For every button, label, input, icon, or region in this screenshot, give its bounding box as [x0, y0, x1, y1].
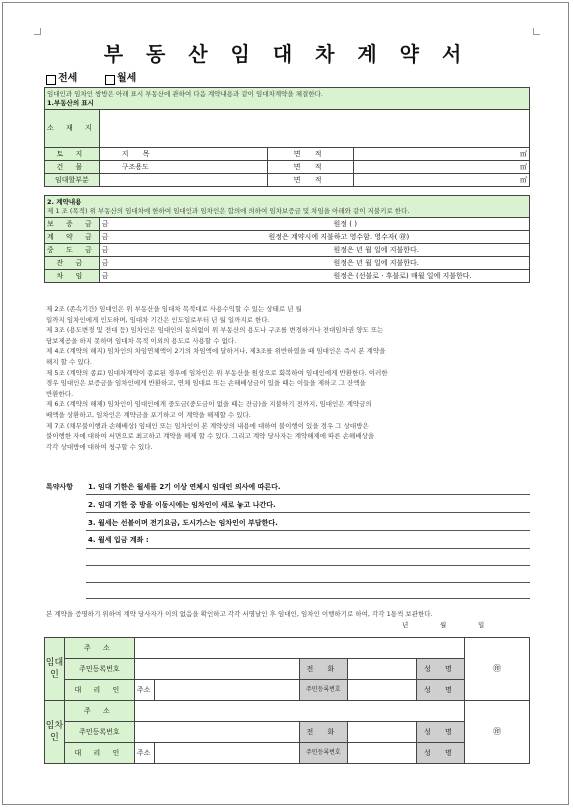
lessee-phone-input[interactable] [347, 722, 417, 743]
special-line[interactable] [86, 582, 530, 583]
clause-line: 제 3조 (용도변경 및 전대 등) 임차인은 임대인의 동의없이 위 부동산의 용도나 구조를 변경하거나 전대임차권 양도 또는 [46, 326, 384, 335]
section2-header [45, 196, 530, 218]
land-jimok-text: 지 목 [121, 149, 156, 158]
date-year: 년 [402, 621, 409, 629]
intro-cell [45, 88, 530, 110]
lease-part-input[interactable] [99, 174, 268, 187]
lessor-address-label: 주 소 [64, 638, 134, 659]
lessee-id-label: 주민등록번호 [64, 722, 134, 743]
lessor-seal[interactable]: ㊞ [465, 638, 530, 701]
contract-money-input[interactable] [99, 231, 529, 244]
lease-area-label: 면 적 [268, 174, 353, 187]
building-area-unit[interactable]: ㎡ [353, 161, 529, 174]
rent-label: 차 임 [45, 270, 100, 283]
lessor-label: 임대인 [45, 638, 65, 701]
clause-line: 제 5조 (계약의 종료) 임대차계약이 종료된 경우에 임차인은 위 부동산을 원상으로 회복하여 임대인에게 반환한다. 이러한 [46, 368, 388, 377]
lessee-id-input[interactable] [134, 722, 299, 743]
clause-line: 제 6조 (계약의 해제) 임차인이 임대인에게 중도금(중도금이 없을 때는 잔금)을 지불하기 전까지, 임대인은 계약금의 [46, 400, 372, 409]
interim-input[interactable] [99, 244, 529, 257]
property-table [44, 87, 530, 187]
balance-text: 원정은 년 월 일에 지불한다. [333, 258, 420, 267]
special-line [86, 512, 530, 513]
clause-line: 각각 상대방에 대하여 청구할 수 있다. [46, 442, 153, 451]
clause-line: 제 7조 (채무불이행과 손해배상) 임대인 또는 임차인이 본 계약상의 내용에 대하여 불이행이 있을 경우 그 상대방은 [46, 421, 369, 430]
lessee-agent-name-label: 성 명 [417, 743, 465, 764]
special-terms-label: 특약사항 [46, 483, 74, 491]
lease-part-label: 임대할부분 [45, 174, 100, 187]
contract-money-label: 계 약 금 [45, 231, 100, 244]
contract-money-text: 원정은 계약시에 지불하고 영수함. 영수자( ㊞) [268, 232, 410, 241]
clause-line: 반환한다. [46, 389, 74, 398]
closing-text: 본 계약을 증명하기 위하여 계약 당사자가 이의 없음을 확인하고 각각 서명날인 후 임대인, 임차인 이행하기로 하여, 각각 1통씩 보관한다. [46, 610, 433, 618]
wolse-checkbox[interactable] [105, 75, 115, 85]
clause-line: 담보제공을 하지 못하며 임대차 목적 이외의 용도로 사용할 수 없다. [46, 336, 237, 345]
lessor-agent-id-label: 주민등록번호 [299, 680, 347, 701]
special-item: 4. 월세 입금 계좌 : [88, 536, 149, 544]
land-jimok[interactable] [99, 148, 268, 161]
lessor-agent-addr-input[interactable] [154, 680, 299, 701]
special-line [86, 494, 530, 495]
clause-line: 해지 할 수 있다. [46, 357, 92, 366]
lessee-phone-label: 전 화 [299, 722, 347, 743]
balance-label: 잔 금 [45, 257, 100, 270]
lessor-agent-name-label: 성 명 [417, 680, 465, 701]
crop-mark-top-left [34, 28, 41, 35]
section2-title: 2. 계약내용 [47, 198, 82, 206]
building-struct[interactable] [99, 161, 268, 174]
lessee-address-input[interactable] [134, 701, 464, 722]
special-line[interactable] [86, 598, 530, 599]
lessor-agent-addr-label: 주소 [134, 680, 154, 701]
lessee-name-label: 성 명 [417, 722, 465, 743]
special-line[interactable] [86, 565, 530, 566]
special-item: 3. 월세는 선불이며 전기요금, 도시가스는 임차인이 부담한다. [88, 519, 278, 527]
date-day: 일 [478, 621, 485, 629]
crop-mark-top-right [533, 28, 540, 35]
deposit-input[interactable] [99, 218, 529, 231]
wolse-label: 월세 [117, 73, 137, 84]
lessor-phone-input[interactable] [347, 659, 417, 680]
lessee-agent-addr-label: 주소 [134, 743, 154, 764]
land-area-label: 면 적 [268, 148, 353, 161]
lessee-agent-id-label: 주민등록번호 [299, 743, 347, 764]
section2-desc: 제 1 조 (목적) 위 부동산의 임대차에 한하여 임대인과 임차인은 합의에 의하여 임차보증금 및 차임을 아래와 같이 지불키로 한다. [47, 207, 410, 215]
parties-table [44, 637, 530, 764]
lessee-agent-label: 대 리 인 [64, 743, 134, 764]
balance-input[interactable] [99, 257, 529, 270]
clause-line: 제 4조 (계약의 해지) 임차인의 차임연체액이 2기의 차임액에 달하거나, 제3조를 위반하였을 때 임대인은 즉시 본 계약을 [46, 347, 386, 356]
special-line [86, 530, 530, 531]
building-struct-text: 구조용도 [121, 162, 149, 171]
clause-line: 제 2조 (존속기간) 임대인은 위 부동산을 임대차 목적대로 사용수익할 수 있는 상태로 년 월 [46, 305, 302, 313]
lessee-agent-addr-input[interactable] [154, 743, 299, 764]
intro-text: 임대인과 임차인 쌍방은 아래 표시 부동산에 관하여 다음 계약내용과 같이 임대차계약을 체결한다. [47, 90, 323, 98]
contract-money-prefix: 금 [101, 232, 109, 241]
deposit-prefix: 금 [101, 219, 109, 228]
land-label: 토 지 [45, 148, 100, 161]
document-title: 부 동 산 임 대 차 계 약 서 [103, 42, 470, 66]
lessor-id-input[interactable] [134, 659, 299, 680]
contract-table [44, 195, 530, 283]
date-month: 월 [440, 621, 447, 629]
clause-line: 불이행한 자에 대하여 서면으로 최고하고 계약을 해제 할 수 있다. 그리고 계약 당사자는 계약해제에 따른 손해배상을 [46, 432, 375, 441]
clause-line: 일까지 임차인에게 인도하며, 임대차 기간은 인도일로부터 년 월 일까지로 한다. [46, 315, 270, 324]
lessor-agent-id-input[interactable] [347, 680, 417, 701]
balance-prefix: 금 [101, 258, 109, 267]
building-area-label: 면 적 [268, 161, 353, 174]
deposit-text: 원정 ( ) [333, 219, 357, 228]
lessee-label: 임차인 [45, 701, 65, 764]
interim-text: 원정은 년 월 일에 지불한다. [333, 245, 420, 254]
clauses-block [46, 304, 526, 452]
lessor-agent-label: 대 리 인 [64, 680, 134, 701]
clause-line: 배액을 상환하고, 임차인은 계약금을 포기하고 이 계약을 해제할 수 있다. [46, 410, 251, 419]
rent-input[interactable] [99, 270, 529, 283]
interim-prefix: 금 [101, 245, 109, 254]
deposit-label: 보 증 금 [45, 218, 100, 231]
special-item: 2. 임대 기한 중 방을 이동시에는 임차인이 새로 놓고 나간다. [88, 501, 276, 509]
lease-area-unit[interactable]: ㎡ [353, 174, 529, 187]
lessor-name-label: 성 명 [417, 659, 465, 680]
jeonse-label: 전세 [58, 73, 78, 84]
land-area-unit[interactable]: ㎡ [353, 148, 529, 161]
section1-title: 1.부동산의 표시 [47, 99, 94, 107]
lessee-agent-id-input[interactable] [347, 743, 417, 764]
location-label: 소 재 지 [45, 110, 100, 148]
rent-prefix: 금 [101, 271, 109, 280]
interim-label: 중 도 금 [45, 244, 100, 257]
lessee-address-label: 주 소 [64, 701, 134, 722]
location-input[interactable] [99, 110, 529, 148]
jeonse-checkbox[interactable] [46, 75, 56, 85]
lessor-id-label: 주민등록번호 [64, 659, 134, 680]
lessor-phone-label: 전 화 [299, 659, 347, 680]
lessee-seal[interactable]: ㊞ [465, 701, 530, 764]
building-label: 건 물 [45, 161, 100, 174]
special-line[interactable] [86, 548, 530, 549]
rent-text: 원정은 (선불로 · 후불로) 매월 일에 지불한다. [333, 271, 472, 280]
special-item: 1. 임대 기한은 월세를 2기 이상 연체시 임대인 의사에 따른다. [88, 483, 281, 491]
lessor-address-input[interactable] [134, 638, 464, 659]
clause-line: 경우 임대인은 보증금을 임차인에게 반환하고, 연체 임대료 또는 손해배상금이 있을 때는 이들을 제하고 그 잔액을 [46, 379, 366, 388]
